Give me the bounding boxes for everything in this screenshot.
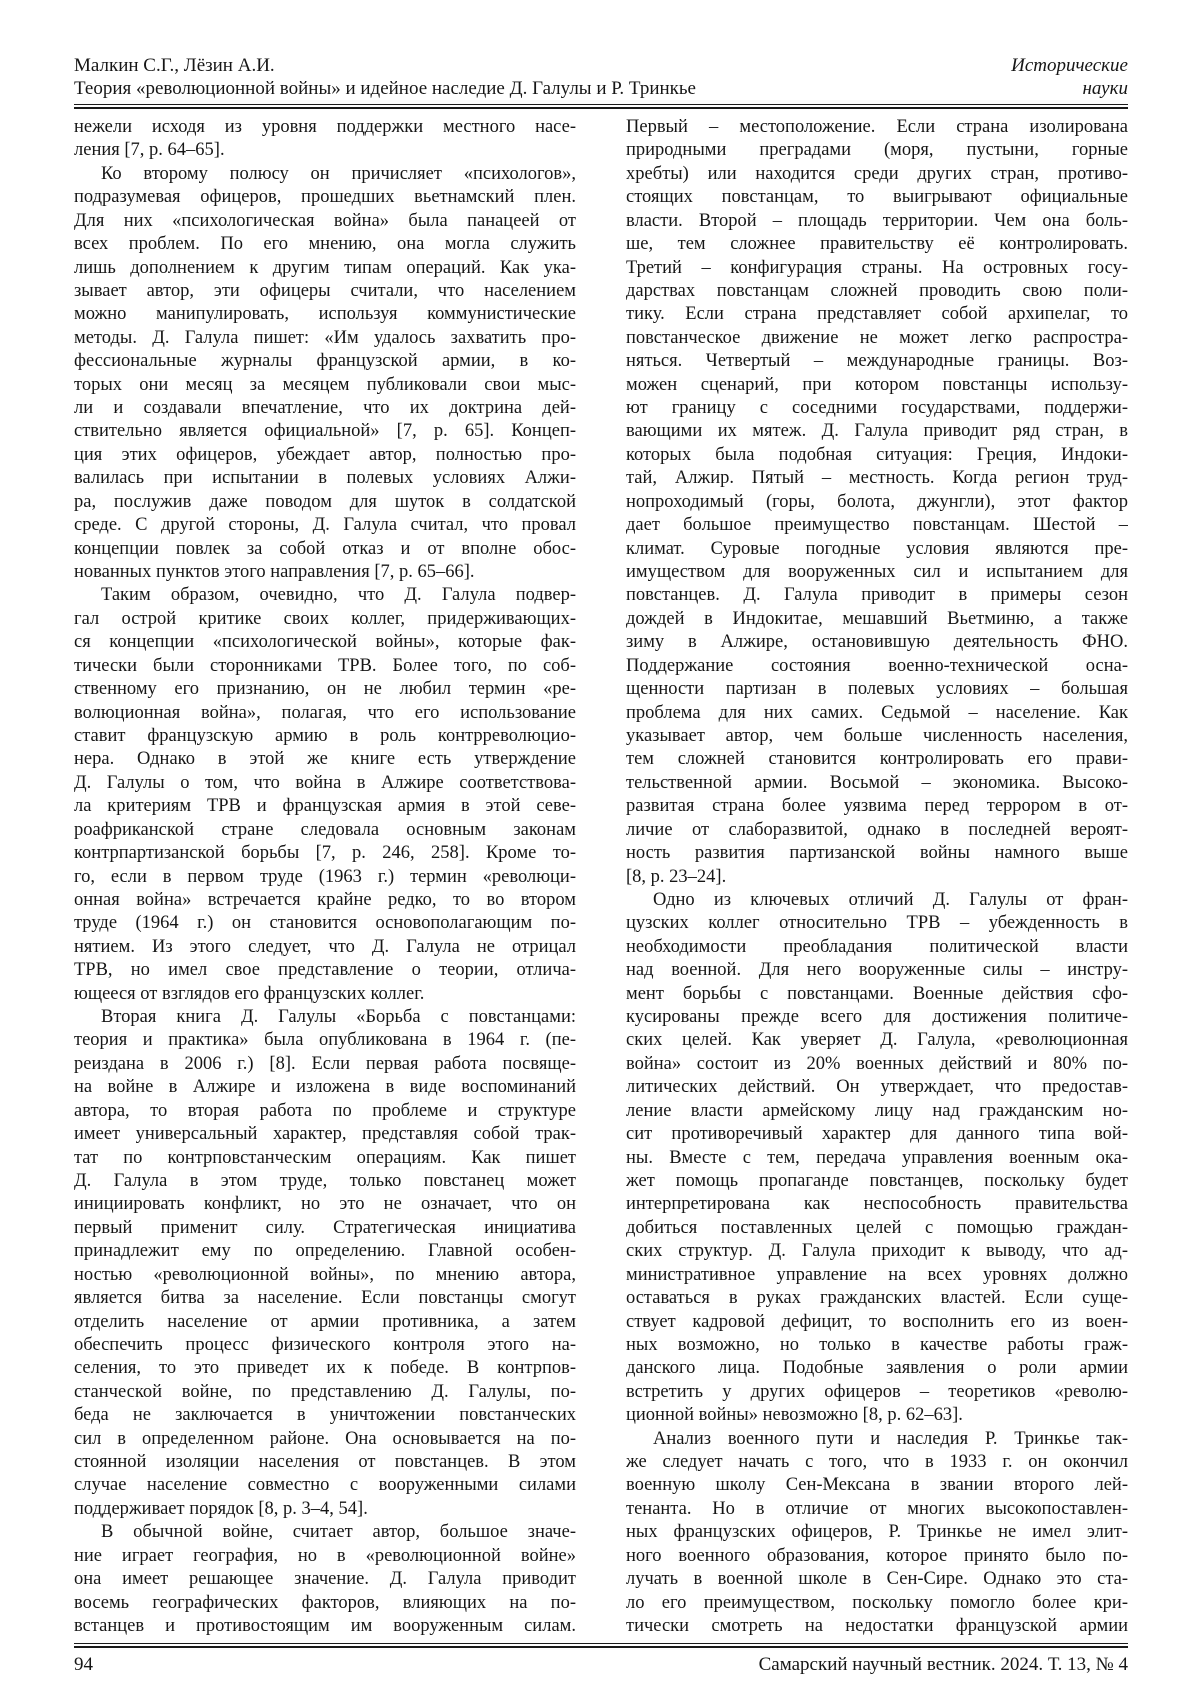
footer-page-number: 94 xyxy=(74,1654,93,1676)
text-line: лишь дополнением к другим типам операций. Как ука- xyxy=(74,257,576,278)
text-line: обеспечить процесс физического контроля этого на- xyxy=(74,1334,576,1355)
text-line: щенности партизан в полевых условиях – большая xyxy=(626,679,1128,700)
text-line: ственному его признанию, он не любил термин «ре- xyxy=(74,679,576,700)
text-line: тически были сторонниками ТРВ. Более того, по соб- xyxy=(74,655,576,676)
text-line: ных возможно, но только в качестве работы граж- xyxy=(626,1334,1128,1355)
text-line: Одно из ключевых отличий Д. Галулы от фран- xyxy=(653,889,1128,910)
text-line: природными преградами (моря, пустыни, горные xyxy=(626,140,1128,161)
text-line: всех проблем. По его мнению, она могла служить xyxy=(74,234,576,255)
text-line: дарствах повстанцам сложней проводить свою поли- xyxy=(626,280,1128,301)
text-line: данского лица. Подобные заявления о роли армии xyxy=(626,1358,1128,1379)
text-line: фессиональные журналы французской армии, в ко- xyxy=(74,351,576,372)
text-line: Ко второму полюсу он причисляет «психологов», xyxy=(101,163,576,184)
text-line: валилась при испытании в полевых условиях Алжи- xyxy=(74,468,576,489)
text-line: тем сложней становится контролировать его прави- xyxy=(626,749,1128,770)
text-line: ло его преимуществом, поскольку помогло более кри- xyxy=(626,1592,1128,1613)
text-line: ствует кадровой дефицит, то восполнить его из воен- xyxy=(626,1311,1128,1332)
text-line: развитая страна более уязвима перед террором в от- xyxy=(626,796,1128,817)
text-line: волюционная война», полагая, что его использование xyxy=(74,702,576,723)
text-line: встанцев и противостоящим им вооруженным силам. xyxy=(74,1616,576,1636)
text-line: можно манипулировать, используя коммунистические xyxy=(74,304,576,325)
two-column-body xyxy=(74,116,1128,1638)
text-line: ставит французскую армию в роль контрреволюцио- xyxy=(74,725,576,746)
text-line: Поддержание состояния военно-технической осна- xyxy=(626,655,1128,676)
header-section-line-1: Исторические xyxy=(1011,55,1128,76)
text-line: контрпартизанской борьбы [7, p. 246, 258]. Кроме то- xyxy=(74,843,576,864)
text-line: которых была подобная ситуация: Греция, Индоки- xyxy=(626,444,1128,465)
text-line: станческой войне, по представлению Д. Галулы, по- xyxy=(74,1381,576,1402)
text-line: встретить у других офицеров – теоретиков «револю- xyxy=(626,1381,1128,1402)
text-line: ют границу с соседними государствами, поддержи- xyxy=(626,398,1128,419)
text-line: принадлежит ему по определению. Главной особен- xyxy=(74,1241,576,1262)
text-line: сит противоречивый характер для данного типа вой- xyxy=(626,1124,1128,1145)
text-line: тику. Если страна представляет собой архипелаг, то xyxy=(626,304,1128,325)
text-line: роафриканской стране следовала основным законам xyxy=(74,819,576,840)
text-line: труде (1964 г.) он становится основополагающим по- xyxy=(74,913,576,934)
text-line: ность развития партизанской войны намного выше xyxy=(626,843,1128,864)
running-header-row-1 xyxy=(74,55,1128,78)
text-line: нятием. Из этого следует, что Д. Галула не отрицал xyxy=(74,936,576,957)
text-line: над военной. Для него вооруженные силы – инстру- xyxy=(626,960,1128,981)
text-line: цузских коллег относительно ТРВ – убежденность в xyxy=(626,913,1128,934)
text-line: Анализ военного пути и наследия Р. Тринкье так- xyxy=(653,1428,1128,1449)
text-line: тельственной армии. Восьмой – экономика. Высоко- xyxy=(626,772,1128,793)
column-left xyxy=(74,116,576,1638)
text-line: ны. Вместе с тем, передача управления военным ока- xyxy=(626,1147,1128,1168)
text-line: ления [7, p. 64–65]. xyxy=(74,140,225,161)
text-line: Для них «психологическая война» была панацеей от xyxy=(74,210,576,231)
text-line: гал острой критике своих коллег, придерживающих- xyxy=(74,608,576,629)
text-line: имуществом для вооруженных сил и испытанием для xyxy=(626,562,1128,583)
text-line: ше, тем сложнее правительству её контролировать. xyxy=(626,234,1128,255)
header-divider-rule xyxy=(74,104,1128,109)
text-line: можен сценарий, при котором повстанцы использу- xyxy=(626,374,1128,395)
text-line: министративное управление на всех уровнях должно xyxy=(626,1264,1128,1285)
text-line: тай, Алжир. Пятый – местность. Когда регион труд- xyxy=(626,468,1128,489)
text-line: теория и практика» была опубликована в 1964 г. (пе- xyxy=(74,1030,576,1051)
header-authors: Малкин С.Г., Лёзин А.И. xyxy=(74,55,275,76)
column-right xyxy=(626,116,1128,1638)
text-line: Таким образом, очевидно, что Д. Галула подвер- xyxy=(101,585,576,606)
text-line: Д. Галула в этом труде, только повстанец может xyxy=(74,1170,576,1191)
text-line: ра, послужив даже поводом для шуток в солдатской xyxy=(74,491,576,512)
text-line: на войне в Алжире и изложена в виде воспоминаний xyxy=(74,1077,576,1098)
text-line: ние играет география, но в «революционной войне» xyxy=(74,1545,576,1566)
text-line: В обычной войне, считает автор, большое значе- xyxy=(101,1522,576,1543)
text-line: инициировать конфликт, но это не означает, что он xyxy=(74,1194,576,1215)
text-line: жет помощь пропаганде повстанцев, поскольку будет xyxy=(626,1170,1128,1191)
text-line: няться. Четвертый – международные границы. Воз- xyxy=(626,351,1128,372)
text-line: ствительно является официальной» [7, p. 65]. Концеп- xyxy=(74,421,576,442)
text-line: дождей в Индокитае, мешавший Вьетминю, а также xyxy=(626,608,1128,629)
text-line: ющееся от взглядов его французских коллег. xyxy=(74,983,425,1004)
text-line: ла критериям ТРВ и французская армия в этой севе- xyxy=(74,796,576,817)
header-section-line-2: науки xyxy=(1082,77,1128,99)
text-line: нопроходимый (горы, болота, джунгли), этот фактор xyxy=(626,491,1128,512)
text-line: является битва за население. Если повстанцы смогут xyxy=(74,1288,576,1309)
text-line: зиму в Алжире, остановившую деятельность ФНО. xyxy=(626,632,1128,653)
text-line: необходимости преобладания политической власти xyxy=(626,936,1128,957)
text-line: отделить население от армии противника, а затем xyxy=(74,1311,576,1332)
text-line: ление власти армейскому лицу над гражданским но- xyxy=(626,1100,1128,1121)
text-line: тат по контрповстанческим операциям. Как пишет xyxy=(74,1147,576,1168)
text-line: [8, p. 23–24]. xyxy=(626,866,727,887)
text-line: ли и создавали впечатление, что их доктрина дей- xyxy=(74,398,576,419)
text-line: Д. Галулы о том, что война в Алжире соответствова- xyxy=(74,772,576,793)
text-line: автора, то вторая работа по проблеме и структуре xyxy=(74,1100,576,1121)
text-line: проблема для них самих. Седьмой – население. Как xyxy=(626,702,1128,723)
text-line: го, если в первом труде (1963 г.) термин «революци- xyxy=(74,866,576,887)
text-line: тически смотреть на недостатки французской армии xyxy=(626,1616,1128,1636)
text-line: нера. Однако в этой же книге есть утверждение xyxy=(74,749,576,770)
text-line: ностью «революционной войны», по мнению автора, xyxy=(74,1264,576,1285)
text-line: она имеет решающее значение. Д. Галула приводит xyxy=(74,1569,576,1590)
text-line: сил в определенном районе. Она основывается на по- xyxy=(74,1428,576,1449)
text-line: добиться поставленных целей с помощью граждан- xyxy=(626,1217,1128,1238)
text-line: вающими их мятеж. Д. Галула приводит ряд стран, в xyxy=(626,421,1128,442)
text-line: беда не заключается в уничтожении повстанческих xyxy=(74,1405,576,1426)
page-footer xyxy=(74,1648,1128,1676)
paragraph xyxy=(74,163,576,585)
text-line: методы. Д. Галула пишет: «Им удалось захватить про- xyxy=(74,327,576,348)
text-line: кусированы прежде всего для достижения политиче- xyxy=(626,1007,1128,1028)
text-line: Первый – местоположение. Если страна изолирована xyxy=(626,117,1128,137)
text-line: тенанта. Но в отличие от многих высокопоставлен- xyxy=(626,1498,1128,1519)
text-line: подразумевая офицеров, прошедших вьетнамский плен. xyxy=(74,187,576,208)
paragraph xyxy=(626,1428,1128,1639)
text-line: интерпретирована как неспособность правительства xyxy=(626,1194,1128,1215)
text-line: зывает автор, эти офицеры считали, что населением xyxy=(74,280,576,301)
text-line: личие от слаборазвитой, однако в последней вероят- xyxy=(626,819,1128,840)
text-line: Третий – конфигурация страны. На островных госу- xyxy=(626,257,1128,278)
text-line: имеет универсальный характер, представляя собой трак- xyxy=(74,1124,576,1145)
text-line: указывает автор, чем больше численность населения, xyxy=(626,725,1128,746)
text-line: военную школу Сен-Мексана в звании второго лей- xyxy=(626,1475,1128,1496)
text-line: мент борьбы с повстанцами. Военные действия сфо- xyxy=(626,983,1128,1004)
text-line: ских структур. Д. Галула приходит к выводу, что ад- xyxy=(626,1241,1128,1262)
text-line: случае население совместно с вооруженными силами xyxy=(74,1475,576,1496)
text-line: первый применит силу. Стратегическая инициатива xyxy=(74,1217,576,1238)
text-line: ТРВ, но имел свое представление о теории, отлича- xyxy=(74,960,576,981)
text-line: литических действий. Он утверждает, что предостав- xyxy=(626,1077,1128,1098)
text-line: война» состоит из 20% военных действий и 80% по- xyxy=(626,1053,1128,1074)
text-line: же следует начать с того, что в 1933 г. он окончил xyxy=(626,1452,1128,1473)
text-line: нованных пунктов этого направления [7, p. 65–66]. xyxy=(74,562,475,583)
header-article-title: Теория «революционной войны» и идейное наследие Д. Галулы и Р. Тринкье xyxy=(74,77,696,99)
text-line: хребты) или находится среди других стран, противо- xyxy=(626,163,1128,184)
text-line: ских целей. Как уверяет Д. Галула, «революционная xyxy=(626,1030,1128,1051)
text-line: лучать в военной школе в Сен-Сире. Однако это ста- xyxy=(626,1569,1128,1590)
text-line: реиздана в 2006 г.) [8]. Если первая работа посвяще- xyxy=(74,1053,576,1074)
text-line: селения, то это приведет их к победе. В контрпов- xyxy=(74,1358,576,1379)
text-line: поддерживает порядок [8, p. 3–4, 54]. xyxy=(74,1498,368,1519)
text-line: климат. Суровые погодные условия являются пре- xyxy=(626,538,1128,559)
footer-journal-reference: Самарский научный вестник. 2024. Т. 13, № 4 xyxy=(758,1654,1128,1676)
text-line: торых они месяц за месяцем публиковали свои мыс- xyxy=(74,374,576,395)
text-line: власти. Второй – площадь территории. Чем она боль- xyxy=(626,210,1128,231)
text-line: повстанческое движение не может легко распростра- xyxy=(626,327,1128,348)
text-line: оставаться в руках гражданских властей. Если суще- xyxy=(626,1288,1128,1309)
paragraph xyxy=(74,584,576,1006)
text-line: онная война» встречается крайне редко, то во втором xyxy=(74,889,576,910)
text-line: восемь географических факторов, влияющих на по- xyxy=(74,1592,576,1613)
text-line: ционной войны» невозможно [8, p. 62–63]. xyxy=(626,1405,963,1426)
text-line: ся концепции «психологической войны», которые фак- xyxy=(74,632,576,653)
text-line: стоянной изоляции населения от повстанцев. В этом xyxy=(74,1452,576,1473)
paragraph xyxy=(74,116,576,163)
paragraph xyxy=(74,1521,576,1638)
text-line: Вторая книга Д. Галулы «Борьба с повстанцами: xyxy=(101,1007,576,1028)
text-line: концепции повлек за собой отказ и от вполне обос- xyxy=(74,538,576,559)
text-line: повстанцев. Д. Галула приводит в примеры сезон xyxy=(626,585,1128,606)
running-header-row-2 xyxy=(74,78,1128,101)
text-line: дает большое преимущество повстанцам. Шестой – xyxy=(626,515,1128,536)
paragraph xyxy=(626,889,1128,1428)
text-line: ных французских офицеров, Р. Тринкье не имел элит- xyxy=(626,1522,1128,1543)
text-line: ного военного образования, которое принято было по- xyxy=(626,1545,1128,1566)
paragraph xyxy=(74,1006,576,1521)
text-line: ция этих офицеров, убеждает автор, полностью про- xyxy=(74,444,576,465)
text-line: среде. С другой стороны, Д. Галула считал, что провал xyxy=(74,515,576,536)
text-line: стоящих повстанцам, то выигрывают официальные xyxy=(626,187,1128,208)
paragraph xyxy=(626,116,1128,889)
text-line: нежели исходя из уровня поддержки местного насе- xyxy=(74,117,576,137)
